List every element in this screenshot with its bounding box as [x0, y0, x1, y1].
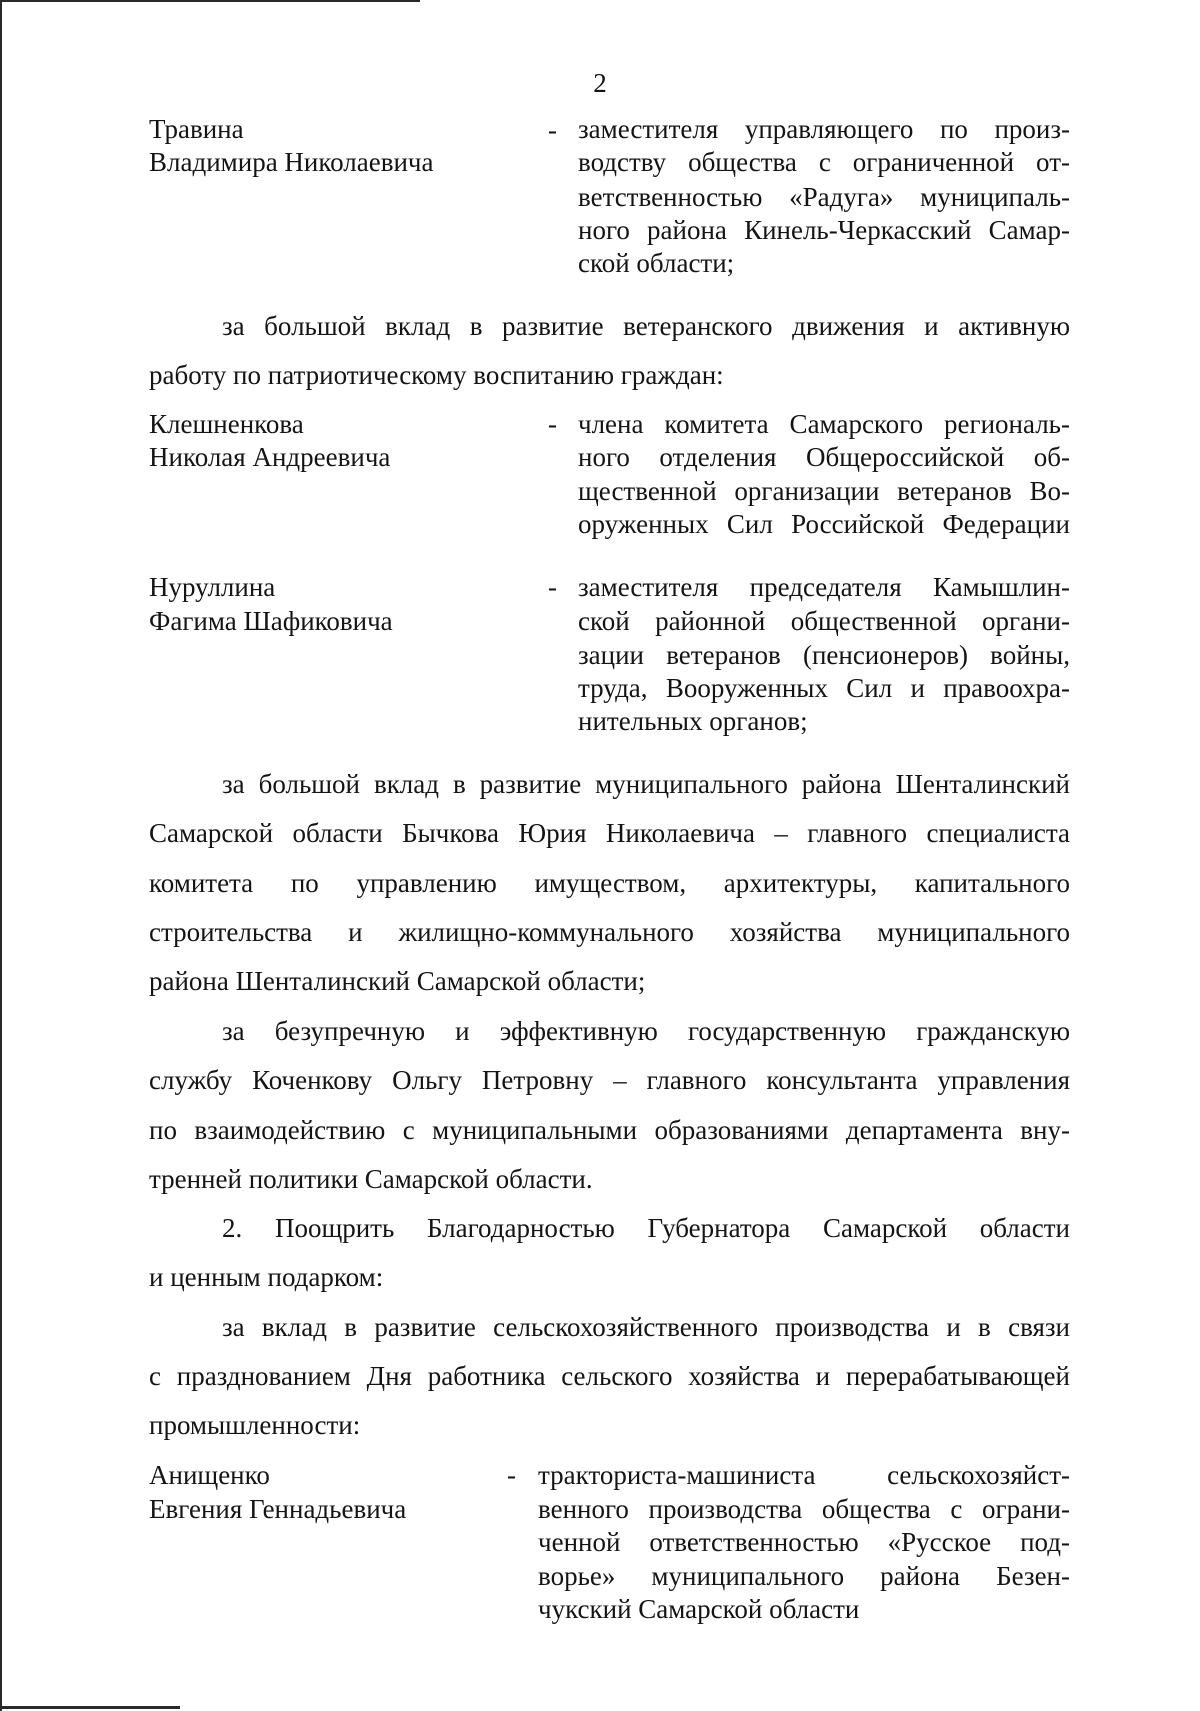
paragraph-line: строительства и жилищно-коммунального хозяйства муниципального — [149, 917, 1070, 947]
paragraph-line: по взаимодействию с муниципальными образованиями департамента вну- — [149, 1115, 1070, 1145]
entry-name-line: Нуруллина — [149, 572, 276, 602]
entry-description-line: водству общества с ограниченной от- — [578, 147, 1070, 177]
paragraph-line: района Шенталинский Самарской области; — [149, 966, 646, 996]
paragraph-line: за вклад в развитие сельскохозяйственного производства и в связи — [222, 1312, 1070, 1342]
paragraph-line: тренней политики Самарской области. — [149, 1164, 593, 1194]
entry-description-line: ного района Кинель-Черкасский Самар- — [578, 215, 1070, 245]
entry-description-line: ченной ответственностью «Русское под- — [538, 1527, 1070, 1557]
paragraph-line: комитета по управлению имуществом, архитектуры, капитального — [149, 868, 1070, 898]
paragraph-line: с празднованием Дня работника сельского хозяйства и перерабатывающей — [149, 1361, 1070, 1391]
entry-dash: - — [507, 1460, 516, 1490]
paragraph-line: и ценным подарком: — [149, 1262, 384, 1292]
entry-dash: - — [548, 115, 557, 145]
entry-description-line: члена комитета Самарского региональ- — [578, 409, 1070, 439]
entry-description-line: ветственностью «Радуга» муниципаль- — [578, 182, 1070, 212]
entry-description-line: труда, Вооруженных Сил и правоохра- — [578, 673, 1070, 703]
paragraph-line: за безупречную и эффективную государственную гражданскую — [222, 1016, 1070, 1046]
entry-description-line: тракториста-машиниста сельскохозяйст- — [538, 1460, 1070, 1490]
entry-description-line: ской районной общественной органи- — [578, 606, 1070, 636]
paragraph-line: за большой вклад в развитие ветеранского движения и активную — [222, 311, 1070, 341]
entry-name-line: Клешненкова — [149, 409, 304, 439]
entry-description-line: заместителя председателя Камышлин- — [578, 572, 1070, 602]
scan-edge-top — [0, 0, 420, 2]
entry-description-line: заместителя управляющего по произ- — [578, 114, 1070, 144]
paragraph-line: промышленности: — [149, 1410, 361, 1440]
entry-description-line: чукский Самарской области — [538, 1594, 860, 1624]
entry-description-line: ской области; — [578, 248, 735, 278]
entry-description-line: венного производства общества с ограни- — [538, 1494, 1070, 1524]
entry-dash: - — [548, 572, 557, 602]
entry-dash: - — [548, 409, 557, 439]
paragraph-line: Самарской области Бычкова Юрия Николаевича – главного специалиста — [149, 818, 1070, 848]
scan-edge-left — [0, 0, 2, 1711]
scan-edge-bottom — [0, 1706, 180, 1709]
entry-name-line: Евгения Геннадьевича — [149, 1494, 407, 1524]
entry-description-line: оруженных Сил Российской Федерации — [578, 509, 1070, 539]
entry-name-line: Анищенко — [149, 1460, 270, 1490]
paragraph-line: за большой вклад в развитие муниципального района Шенталинский — [222, 769, 1070, 799]
entry-description-line: зации ветеранов (пенсионеров) войны, — [578, 640, 1070, 670]
paragraph-line: работу по патриотическому воспитанию граждан: — [149, 360, 724, 390]
paragraph-line: 2. Поощрить Благодарностью Губернатора Самарской области — [222, 1213, 1070, 1243]
entry-name-line: Травина — [149, 114, 244, 144]
entry-description-line: ворье» муниципального района Безен- — [538, 1561, 1070, 1591]
entry-name-line: Владимира Николаевича — [149, 147, 434, 177]
entry-description-line: ного отделения Общероссийской об- — [578, 442, 1070, 472]
paragraph-line: службу Коченкову Ольгу Петровну – главного консультанта управления — [149, 1065, 1070, 1095]
page-number: 2 — [593, 68, 607, 98]
entry-name-line: Фагима Шафиковича — [149, 606, 393, 636]
entry-name-line: Николая Андреевича — [149, 442, 391, 472]
entry-description-line: нительных органов; — [578, 706, 808, 736]
entry-description-line: щественной организации ветеранов Во- — [578, 476, 1070, 506]
